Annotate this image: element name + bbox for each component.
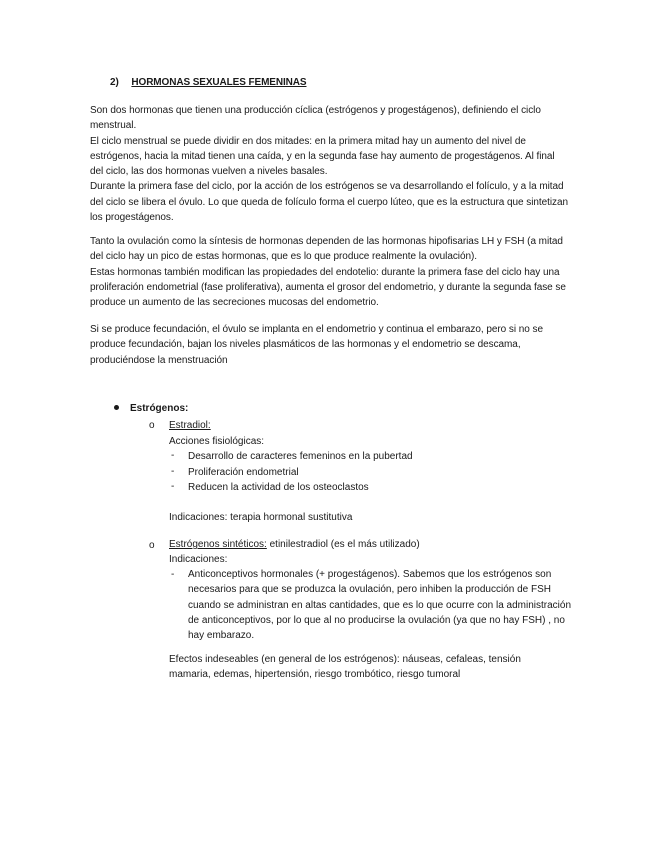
ovulation-line: Estas hormonas también modifican las propiedades del endotelio: durante la primera fase del ciclo hay una proliferación endometrial (fase proliferativa), aumenta el grosor del endometrio, y durante la segunda fase se produce un aumento de las secreciones mucosas del endometrio. bbox=[90, 266, 566, 309]
estradiol-label: Estradiol: bbox=[169, 420, 211, 431]
ovulation-line: Tanto la ovulación como la síntesis de hormonas dependen de las hormonas hipofisarias LH y FSH (a mitad del ciclo hay un pico de estas hormonas, que es lo que produce realmente la ovulación). bbox=[90, 236, 563, 263]
action-item: Reducen la actividad de los osteoclastos bbox=[188, 482, 369, 493]
action-item: Desarrollo de caracteres femeninos en la pubertad bbox=[188, 451, 413, 462]
dash-bullet-icon: - bbox=[171, 569, 175, 580]
ovulation-paragraph bbox=[90, 234, 570, 310]
actions-label: Acciones fisiológicas: bbox=[169, 436, 265, 447]
section-number: 2) bbox=[110, 77, 119, 88]
intro-line: El ciclo menstrual se puede dividir en dos mitades: en la primera mitad hay un aumento del nivel de estrógenos, hacia la mitad tienen una caída, y en la segunda fase hay aumento de progestágenos. Al final del ciclo, las dos hormonas vuelven a niveles basales. bbox=[90, 135, 555, 178]
intro-line: Durante la primera fase del ciclo, por la acción de los estrógenos se va desarrollando el folículo, y a la mitad del ciclo se libera el óvulo. Lo que queda de folículo forma el cuerpo lúteo, que es la estructura que sintetizan los progestágenos. bbox=[90, 181, 568, 224]
intro-paragraph bbox=[90, 103, 570, 225]
circle-bullet-icon: o bbox=[149, 420, 155, 431]
synthetic-label-rest: etinilestradiol (es el más utilizado) bbox=[266, 539, 420, 550]
action-item: Proliferación endometrial bbox=[188, 467, 299, 478]
fecundation-paragraph bbox=[90, 322, 570, 368]
dash-bullet-icon: - bbox=[171, 466, 175, 477]
synthetic-indication-item: Anticonceptivos hormonales (+ progestágenos). Sabemos que los estrógenos son necesarios para que se produzca la ovulación, pero inhiben la producción de FSH cuando se administran en altas cantidades, que es lo que ocurre con la administración de anticonceptivos, por lo que al no producirse la ovulación (ya que no hay FSH) , no hay embarazo. bbox=[188, 569, 572, 642]
fecundation-text: Si se produce fecundación, el óvulo se implanta en el endometrio y continua el embarazo, pero si no se produce fecundación, bajan los niveles plasmáticos de las hormonas y el endometrio se descama, produciéndose la menstruación bbox=[90, 324, 543, 366]
section-heading bbox=[110, 77, 306, 88]
dash-bullet-icon: - bbox=[171, 450, 175, 461]
synthetic-heading bbox=[169, 537, 420, 552]
dash-bullet-icon: - bbox=[171, 481, 175, 492]
intro-line: Son dos hormonas que tienen una producción cíclica (estrógenos y progestágenos), definiendo el ciclo menstrual. bbox=[90, 105, 541, 132]
section-title: HORMONAS SEXUALES FEMENINAS bbox=[131, 77, 307, 88]
estrogens-label: Estrógenos: bbox=[130, 403, 189, 414]
side-effects: Efectos indeseables (en general de los estrógenos): náuseas, cefaleas, tensión mamaria, edemas, hipertensión, riesgo trombótico, riesgo tumoral bbox=[169, 654, 521, 681]
estradiol-indications: Indicaciones: terapia hormonal sustitutiva bbox=[169, 512, 353, 523]
bullet-icon bbox=[114, 405, 119, 410]
synthetic-label: Estrógenos sintéticos: bbox=[169, 539, 267, 550]
synthetic-indications-label: Indicaciones: bbox=[169, 554, 228, 565]
circle-bullet-icon: o bbox=[149, 540, 155, 551]
